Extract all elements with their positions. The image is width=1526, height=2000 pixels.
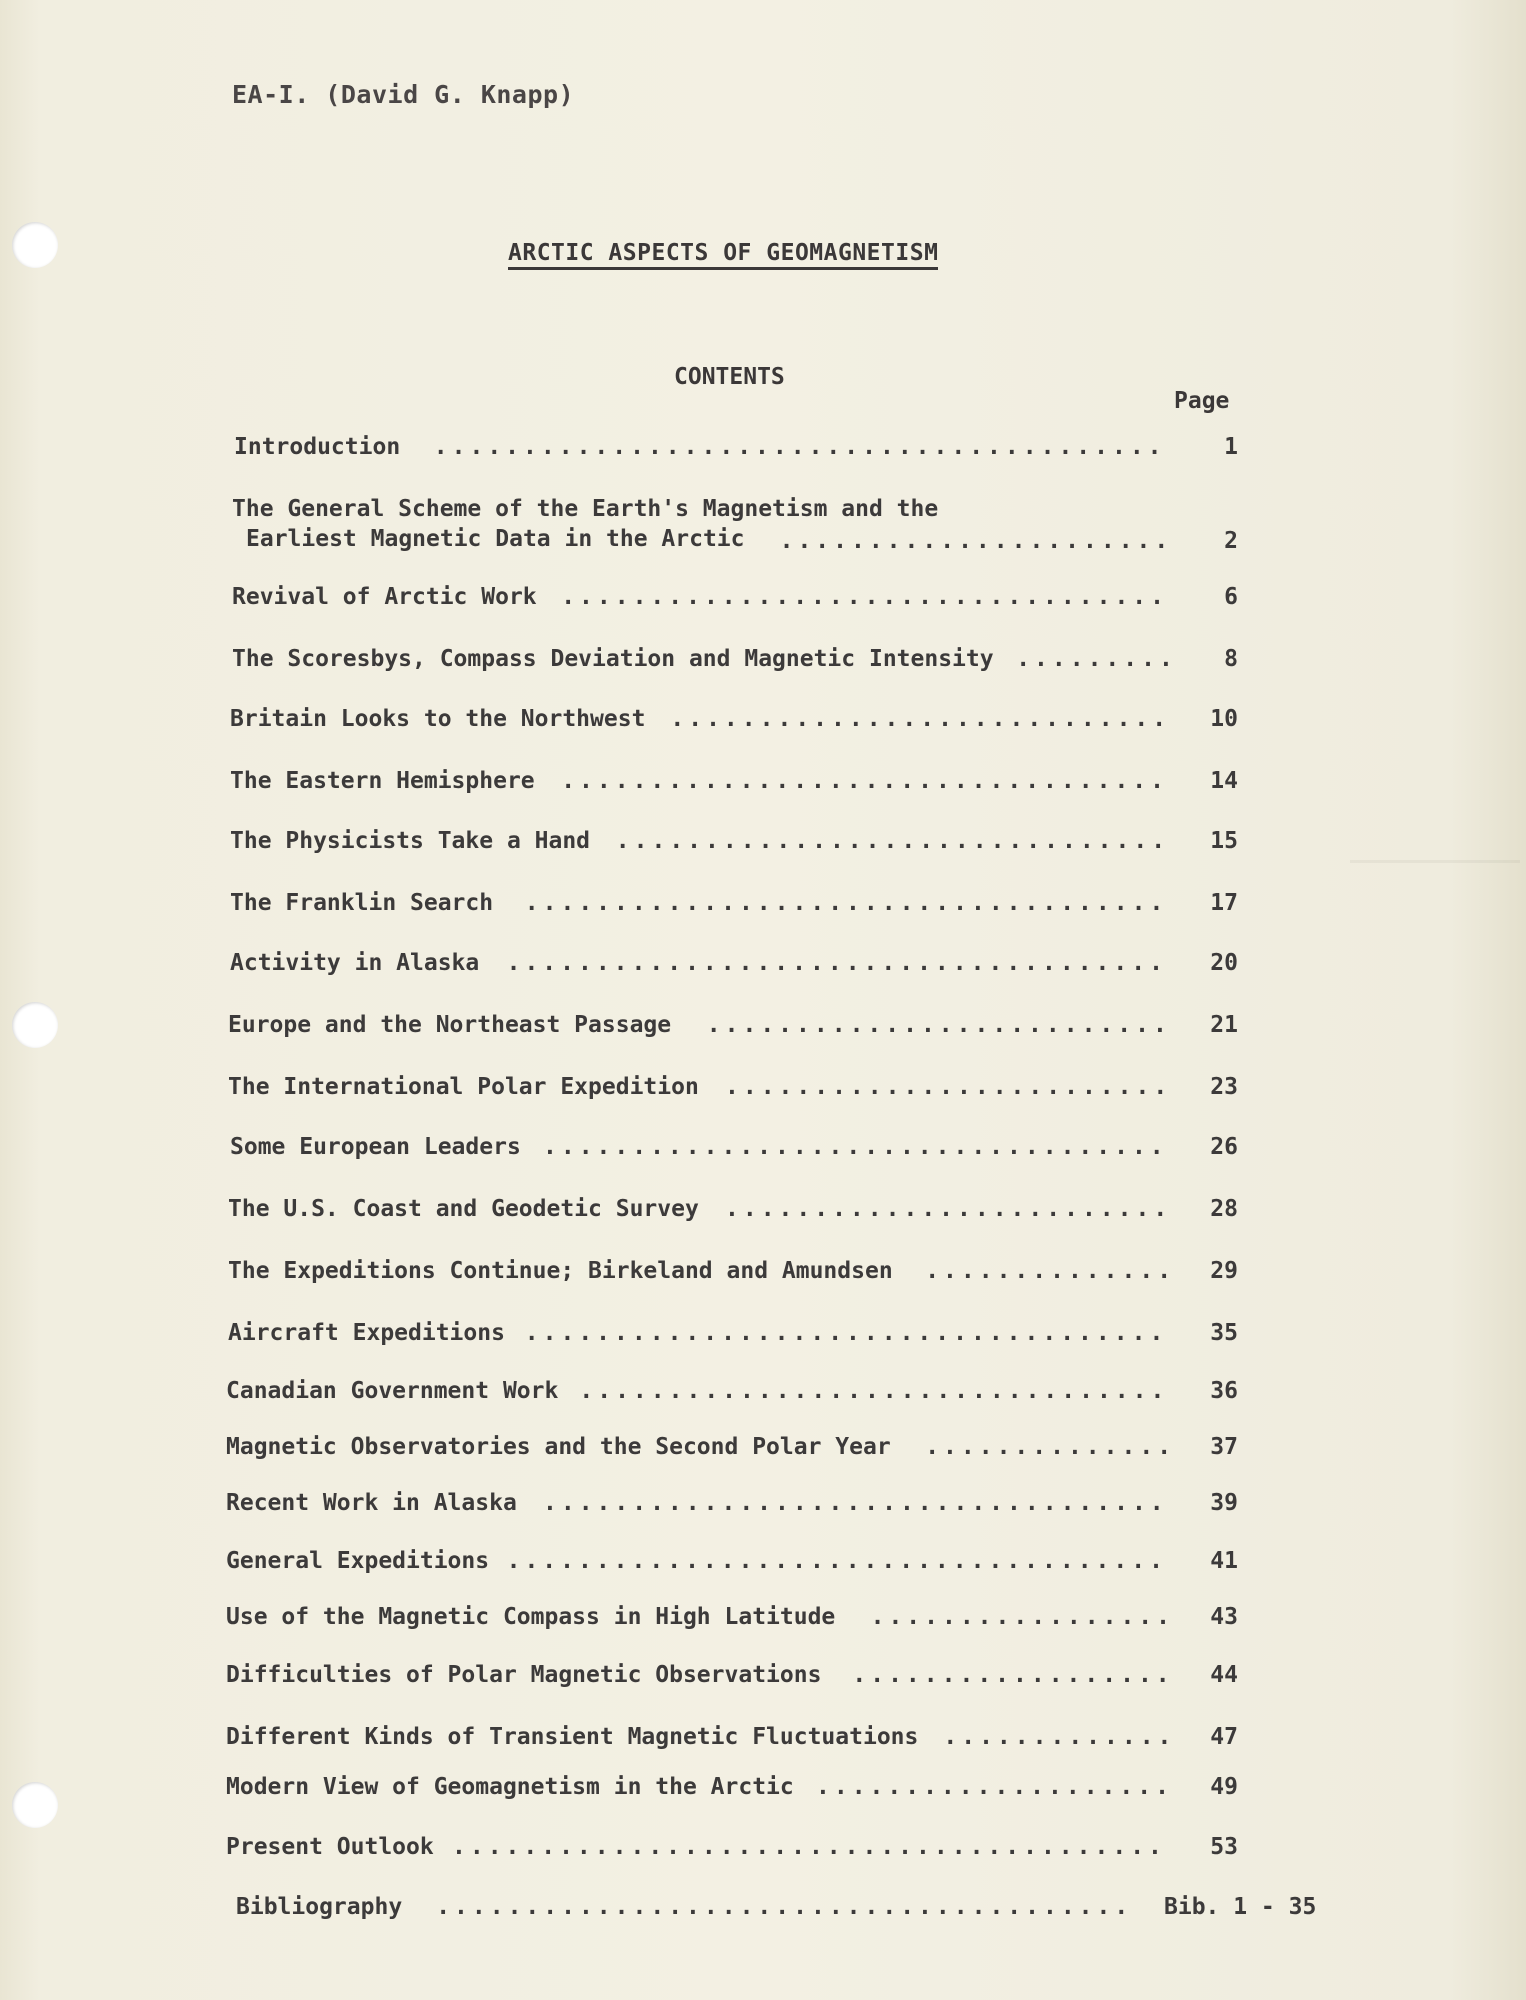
toc-entry-title: The General Scheme of the Earth's Magnetism and the	[232, 496, 939, 522]
toc-leader-dots: ........................................	[452, 1834, 1166, 1860]
toc-entry-title: The Expeditions Continue; Birkeland and Amundsen	[228, 1258, 893, 1284]
toc-page-number: 10	[1210, 706, 1238, 732]
toc-entry-title: The Physicists Take a Hand	[230, 828, 591, 854]
toc-leader-dots: .....................................	[506, 950, 1167, 976]
toc-page-number: 49	[1210, 1774, 1238, 1800]
toc-entry	[232, 644, 994, 674]
page-column-heading: Page	[1174, 388, 1230, 414]
toc-leader-dots: .................................	[579, 1378, 1169, 1404]
toc-page-number: 23	[1210, 1074, 1238, 1100]
toc-page-number: 41	[1210, 1548, 1238, 1574]
toc-page-number: 28	[1210, 1196, 1238, 1222]
toc-entry	[228, 1010, 671, 1040]
toc-page-number: 29	[1210, 1258, 1238, 1284]
toc-entry	[226, 1772, 794, 1802]
toc-entry-title: Different Kinds of Transient Magnetic Fluctuations	[226, 1724, 919, 1750]
toc-entry	[228, 1256, 893, 1286]
toc-leader-dots: .........................	[725, 1196, 1172, 1222]
toc-leader-dots: ..............	[925, 1434, 1176, 1460]
toc-page-number: 8	[1224, 646, 1238, 672]
toc-page-number: 21	[1210, 1012, 1238, 1038]
toc-page-number: 53	[1210, 1834, 1238, 1860]
toc-entry-title: Recent Work in Alaska	[226, 1490, 517, 1516]
toc-page-number: 2	[1224, 528, 1238, 554]
toc-entry	[228, 1194, 699, 1224]
toc-entry-title: Aircraft Expeditions	[228, 1320, 505, 1346]
document-title: ARCTIC ASPECTS OF GEOMAGNETISM	[508, 240, 938, 270]
toc-leader-dots: .........	[1016, 646, 1177, 672]
toc-entry	[226, 1602, 835, 1632]
toc-entry-title: Revival of Arctic Work	[232, 584, 537, 610]
toc-page-number: 17	[1210, 890, 1238, 916]
toc-entry-title: The Eastern Hemisphere	[230, 768, 535, 794]
toc-entry	[230, 704, 645, 734]
toc-leader-dots: ............................	[670, 706, 1171, 732]
toc-leader-dots: ......................	[779, 528, 1173, 554]
toc-entry	[226, 1432, 891, 1462]
toc-entry-title-continued: Earliest Magnetic Data in the Arctic	[246, 526, 745, 552]
toc-entry	[230, 948, 479, 978]
toc-entry-title: Canadian Government Work	[226, 1378, 559, 1404]
toc-entry	[236, 1892, 402, 1922]
toc-entry-title: Britain Looks to the Northwest	[230, 706, 646, 732]
toc-entry-title: Activity in Alaska	[230, 950, 480, 976]
toc-leader-dots: ....................	[816, 1774, 1173, 1800]
toc-page-number: 36	[1210, 1378, 1238, 1404]
toc-page-number: 26	[1210, 1134, 1238, 1160]
toc-leader-dots: ...................................	[543, 1134, 1168, 1160]
toc-leader-dots: ..................................	[561, 768, 1168, 794]
toc-entry-title: Use of the Magnetic Compass in High Latitude	[226, 1604, 836, 1630]
toc-page-number: 20	[1210, 950, 1238, 976]
toc-leader-dots: ...................................	[543, 1490, 1168, 1516]
toc-leader-dots: .....................................	[506, 1548, 1167, 1574]
toc-leader-dots: ....................................	[524, 1320, 1168, 1346]
toc-leader-dots: ..................	[852, 1662, 1174, 1688]
toc-entry	[226, 1376, 558, 1406]
toc-entry	[226, 1546, 489, 1576]
toc-entry-title: Some European Leaders	[230, 1134, 521, 1160]
toc-leader-dots: ...............................	[615, 828, 1170, 854]
toc-entry-title: Introduction	[234, 434, 401, 460]
toc-entry	[226, 1488, 517, 1518]
toc-page-number: 1	[1224, 434, 1238, 460]
toc-page-number: Bib. 1 - 35	[1164, 1894, 1317, 1920]
toc-entry	[230, 1132, 521, 1162]
toc-entry	[226, 1832, 434, 1862]
toc-entry	[230, 888, 493, 918]
toc-entry	[230, 766, 535, 796]
toc-leader-dots: ....................................	[524, 890, 1168, 916]
toc-page-number: 37	[1210, 1434, 1238, 1460]
toc-page-number: 47	[1210, 1724, 1238, 1750]
toc-entry	[228, 1318, 505, 1348]
toc-page-number: 14	[1210, 768, 1238, 794]
toc-entry	[232, 582, 537, 612]
toc-entry-title: The Franklin Search	[230, 890, 494, 916]
toc-entry	[228, 1072, 699, 1102]
toc-leader-dots: .........................................	[433, 434, 1166, 460]
toc-entry	[234, 432, 400, 462]
toc-page-number: 39	[1210, 1490, 1238, 1516]
document-reference: EA-I. (David G. Knapp)	[232, 80, 575, 109]
toc-page-number: 15	[1210, 828, 1238, 854]
toc-entry-title: The U.S. Coast and Geodetic Survey	[228, 1196, 699, 1222]
toc-entry	[226, 1660, 821, 1690]
toc-entry-title: Present Outlook	[226, 1834, 434, 1860]
toc-leader-dots: .......................................	[436, 1894, 1133, 1920]
toc-leader-dots: ..............	[925, 1258, 1176, 1284]
toc-entry-title: Bibliography	[236, 1894, 403, 1920]
toc-entry-title: The International Polar Expedition	[228, 1074, 699, 1100]
toc-page-number: 35	[1210, 1320, 1238, 1346]
contents-heading: CONTENTS	[674, 364, 785, 390]
toc-leader-dots: .............	[943, 1724, 1176, 1750]
toc-leader-dots: ..................................	[561, 584, 1168, 610]
toc-leader-dots: ..........................	[706, 1012, 1171, 1038]
toc-page-number: 43	[1210, 1604, 1238, 1630]
toc-entry-title: Europe and the Northeast Passage	[228, 1012, 672, 1038]
toc-entry-title: Modern View of Geomagnetism in the Arctic	[226, 1774, 794, 1800]
toc-entry-title: Magnetic Observatories and the Second Polar Year	[226, 1434, 891, 1460]
toc-leader-dots: .................	[870, 1604, 1174, 1630]
toc-entry-title: Difficulties of Polar Magnetic Observations	[226, 1662, 822, 1688]
toc-entry-title: General Expeditions	[226, 1548, 490, 1574]
toc-page-number: 44	[1210, 1662, 1238, 1688]
toc-entry	[230, 826, 590, 856]
toc-entry	[226, 1722, 918, 1752]
toc-entry-title: The Scoresbys, Compass Deviation and Magnetic Intensity	[232, 646, 994, 672]
toc-page-number: 6	[1224, 584, 1238, 610]
toc-leader-dots: .........................	[725, 1074, 1172, 1100]
